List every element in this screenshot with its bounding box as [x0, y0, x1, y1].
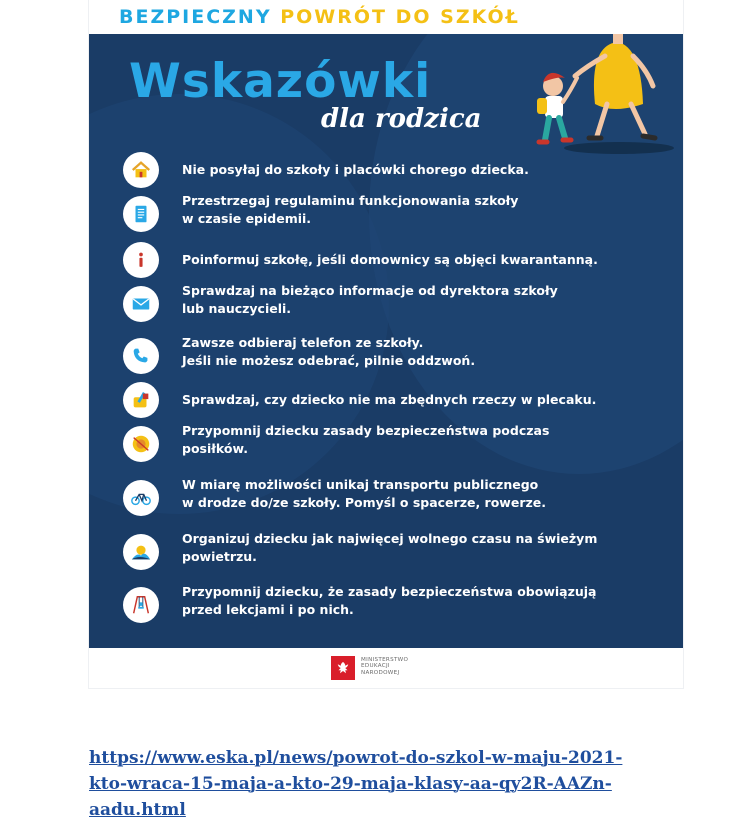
- tip-text: Przypomnij dziecku, że zasady bezpieczeństwa obowiązują przed lekcjami i po nich.: [182, 584, 597, 617]
- document-icon: [123, 196, 159, 232]
- mother-and-child-illustration: [509, 34, 679, 156]
- info-icon: [123, 242, 159, 278]
- playground-swing-icon: [123, 587, 159, 623]
- tip-text: Przestrzegaj regulaminu funkcjonowania szkoły w czasie epidemii.: [182, 193, 519, 226]
- infographic-poster: [89, 0, 683, 688]
- poster-heading: Wskazówki: [129, 54, 432, 109]
- source-link[interactable]: https://www.eska.pl/news/powrot-do-szkol-w-maju-2021- kto-wraca-15-maja-a-kto-29-maja-klasy-aa-qy2R-AAZn- aadu.html: [89, 748, 623, 820]
- tips-panel: [89, 34, 683, 648]
- tip-text: Sprawdzaj, czy dziecko nie ma zbędnych rzeczy w plecaku.: [182, 392, 597, 407]
- campaign-title-part1: BEZPIECZNY: [119, 6, 272, 28]
- ministry-emblem-icon: [331, 656, 355, 680]
- meal-icon: [123, 426, 159, 462]
- tip-text: Nie posyłaj do szkoły i placówki chorego dziecka.: [182, 162, 529, 177]
- envelope-icon: [123, 286, 159, 322]
- tip-text: Zawsze odbieraj telefon ze szkoły. Jeśli nie możesz odebrać, pilnie oddzwoń.: [182, 335, 476, 368]
- tip-text: W miarę możliwości unikaj transportu publicznego w drodze do/ze szkoły. Pomyśl o spacerze, rowerze.: [182, 477, 546, 510]
- poster-top-banner: [89, 0, 683, 34]
- poster-footer: [89, 648, 683, 688]
- phone-icon: [123, 338, 159, 374]
- tip-text: Sprawdzaj na bieżąco informacje od dyrektora szkoły lub nauczycieli.: [182, 283, 558, 316]
- tip-text: Przypomnij dziecku zasady bezpieczeństwa podczas posiłków.: [182, 423, 550, 456]
- ministry-logo-text: MINISTERSTWO EDUKACJI NARODOWEJ: [361, 657, 409, 676]
- tip-text: Organizuj dziecku jak najwięcej wolnego czasu na świeżym powietrzu.: [182, 531, 598, 564]
- poster-subheading: dla rodzica: [321, 104, 482, 134]
- outdoor-landscape-icon: [123, 534, 159, 570]
- campaign-title: [89, 6, 683, 28]
- house-icon: [123, 152, 159, 188]
- campaign-title-part2: POWRÓT DO SZKÓŁ: [280, 6, 520, 28]
- tip-text: Poinformuj szkołę, jeśli domownicy są objęci kwarantanną.: [182, 252, 598, 267]
- school-supplies-icon: [123, 382, 159, 418]
- bicycle-icon: [123, 480, 159, 516]
